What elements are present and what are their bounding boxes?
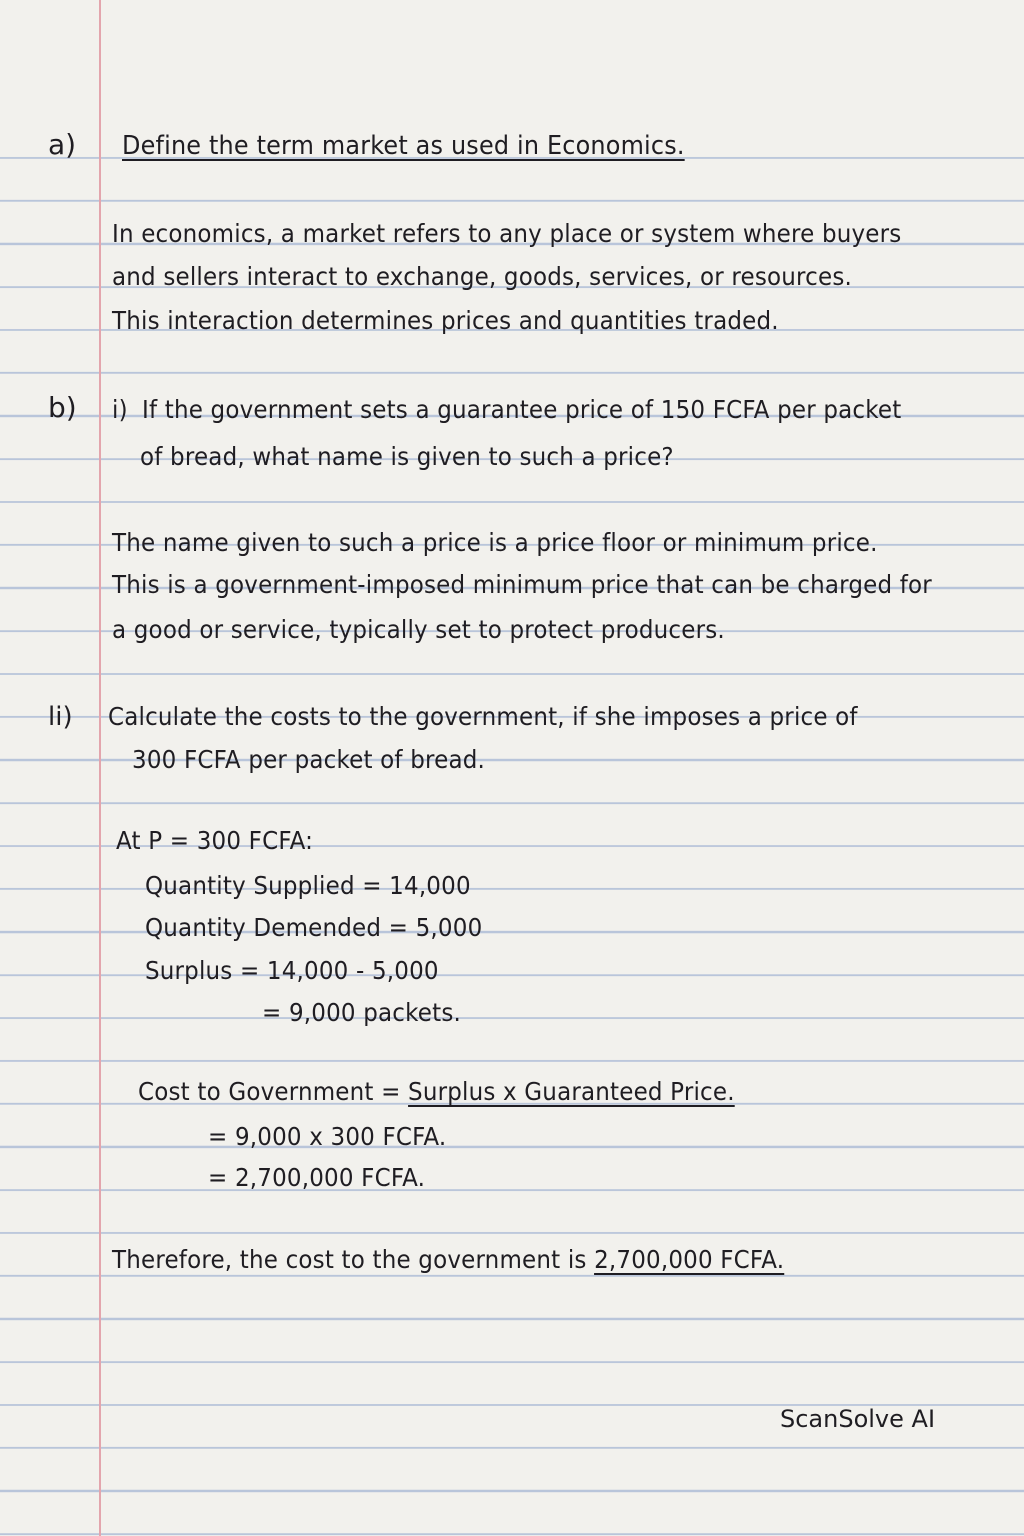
conclusion-prefix: Therefore, the cost to the government is <box>112 1245 595 1274</box>
part-a-answer-line-3: This interaction determines prices and quantities traded. <box>112 306 779 335</box>
part-b-ii-question-line-1: Calculate the costs to the government, if she imposes a price of <box>108 702 858 731</box>
cost-formula: Surplus x Guaranteed Price. <box>408 1077 735 1106</box>
conclusion-line <box>112 1245 784 1275</box>
cost-label: Cost to Government = <box>138 1077 409 1106</box>
part-b-i-answer-line-1: The name given to such a price is a price floor or minimum price. <box>112 528 878 557</box>
part-b-label: b) <box>48 391 77 424</box>
cost-step-2: = 2,700,000 FCFA. <box>208 1163 426 1192</box>
part-a-answer-line-2: and sellers interact to exchange, goods, services, or resources. <box>112 262 853 291</box>
part-b-i-answer-line-2: This is a government-imposed minimum price that can be charged for <box>112 570 932 599</box>
cost-step-1: = 9,000 x 300 FCFA. <box>208 1122 447 1151</box>
working-surplus: Surplus = 14,000 - 5,000 <box>145 956 439 985</box>
part-a-label: a) <box>48 128 77 161</box>
working-quantity-supplied: Quantity Supplied = 14,000 <box>145 871 471 900</box>
part-b-i-answer-line-3: a good or service, typically set to protect producers. <box>112 615 725 644</box>
part-a-answer-line-1: In economics, a market refers to any place or system where buyers <box>112 219 902 248</box>
part-b-ii-question-line-2: 300 FCFA per packet of bread. <box>132 745 486 774</box>
margin-line <box>99 0 101 1536</box>
part-a-question: Define the term market as used in Economics. <box>122 131 685 161</box>
conclusion-value: 2,700,000 FCFA. <box>594 1245 785 1274</box>
part-b-i-label: i) <box>112 395 128 424</box>
page-header-blank <box>0 0 1024 115</box>
part-b-i-question-line-1: If the government sets a guarantee price of 150 FCFA per packet <box>142 395 902 424</box>
working-at-price: At P = 300 FCFA: <box>116 826 314 855</box>
signature: ScanSolve AI <box>780 1405 936 1433</box>
cost-formula-line <box>138 1077 735 1107</box>
part-b-i-question-line-2: of bread, what name is given to such a price? <box>140 442 674 471</box>
part-b-ii-label: li) <box>48 702 73 732</box>
working-surplus-result: = 9,000 packets. <box>262 998 461 1027</box>
working-quantity-demanded: Quantity Demended = 5,000 <box>145 913 483 942</box>
